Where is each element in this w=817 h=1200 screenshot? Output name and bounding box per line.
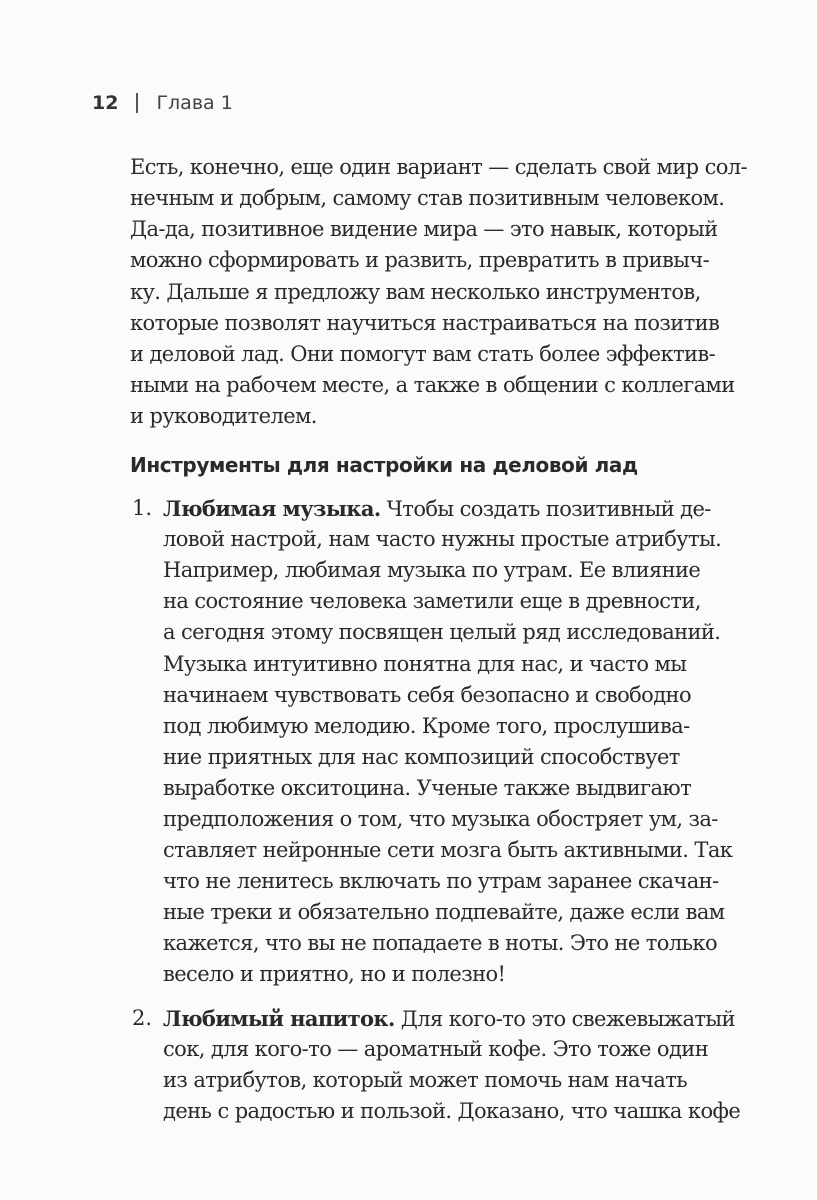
list-item-line: день с радостью и пользой. Доказано, что чашка кофе [163,1099,741,1123]
intro-line: и руководителем. [130,404,317,428]
list-item-line: а сегодня этому посвящен целый ряд исследований. [163,620,721,644]
list-item-text: Чтобы создать позитивный де- [380,497,711,521]
intro-line: которые позволят научиться настраиваться на позитив [130,311,720,335]
page-number: 12 [92,92,119,114]
list-item-line: Музыка интуитивно понятна для нас, и часто мы [163,652,687,676]
list-item-line: из атрибутов, который может помочь нам начать [163,1068,688,1092]
intro-line: ными на рабочем месте, а также в общении с коллегами [130,373,735,397]
list-number: 2. [132,1006,153,1030]
list-item-line: ние приятных для нас композиций способствует [163,745,680,769]
list-item-line: под любимую мелодию. Кроме того, прослушива- [163,714,690,738]
list-item-line: предположения о том, что музыка обостряет ум, за- [163,807,718,831]
list-item-line: ные треки и обязательно подпевайте, даже если вам [163,900,725,924]
list-item-line: кажется, что вы не попадаете в ноты. Это не только [163,931,717,955]
list-item-first-line [163,1008,735,1030]
chapter-title: Глава 1 [156,92,233,114]
intro-line: ку. Дальше я предложу вам несколько инструментов, [130,280,701,304]
list-item-title: Любимый напиток. [163,1006,395,1031]
list-item-line: что не ленитесь включать по утрам заранее скачан- [163,869,719,893]
list-item-line: ловой настрой, нам часто нужны простые атрибуты. [163,527,722,551]
list-item-text: Для кого-то это свежевыжатый [394,1007,735,1031]
list-item-line: весело и приятно, но и полезно! [163,962,506,986]
intro-line: Да-да, позитивное видение мира — это навык, который [130,217,718,241]
list-item-line: Например, любимая музыка по утрам. Ее влияние [163,558,701,582]
list-item-line: сок, для кого-то — ароматный кофе. Это тоже один [163,1037,709,1061]
list-item-line: ставляет нейронные сети мозга быть активными. Так [163,838,733,862]
header-divider [136,93,138,113]
intro-line: и деловой лад. Они помогут вам стать более эффектив- [130,342,716,366]
list-item-line: на состояние человека заметили еще в древности, [163,589,701,613]
intro-line: можно сформировать и развить, превратить в привыч- [130,248,710,272]
list-item-line: выработке окситоцина. Ученые также выдвигают [163,776,692,800]
list-item-title: Любимая музыка. [163,496,381,521]
section-heading: Инструменты для настройки на деловой лад [130,453,638,477]
list-item-line: начинаем чувствовать себя безопасно и свободно [163,683,691,707]
intro-line: Есть, конечно, еще один вариант — сделать свой мир сол- [130,155,748,179]
intro-line: нечным и добрым, самому став позитивным человеком. [130,186,725,210]
list-number: 1. [132,496,153,520]
list-item-first-line [163,498,711,520]
running-header [92,92,233,114]
